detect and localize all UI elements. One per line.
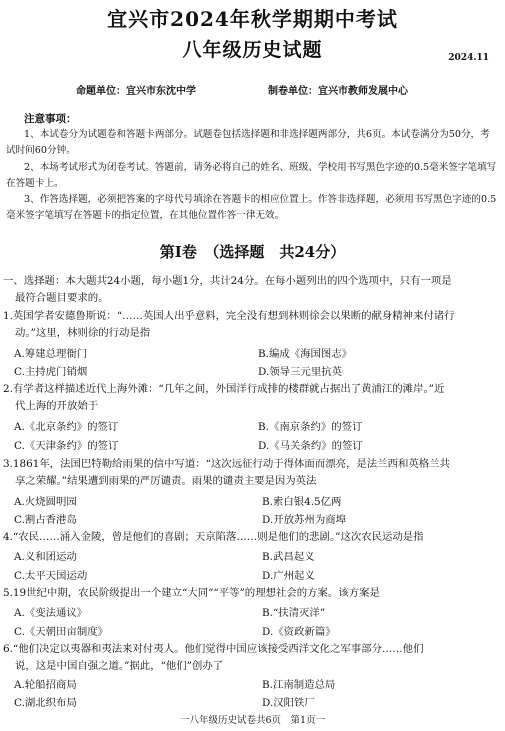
stem-line: 5.19世纪中期，农民阶级提出一个建立“大同”“平等”的理想社会的方案。该方案是 xyxy=(3,587,380,599)
notes-heading: 注意事项： xyxy=(24,113,77,125)
page-footer: 一八年级历史试卷共6页 第1页一 xyxy=(179,715,326,726)
stem-line: 动。”这里，林则徐的行动是指 xyxy=(15,326,151,339)
exam-date: 2024.11 xyxy=(448,53,489,63)
option: B.编成《海国图志》 xyxy=(258,348,353,360)
reviewer-unit: 制卷单位：宜兴市教师发展中心 xyxy=(268,86,408,97)
part-heading: 第Ⅰ卷 （选择题 共24分） xyxy=(159,243,346,261)
stem-line: 3.1861年，法国巴特勒给雨果的信中写道：“这次远征行动于得体面而漂亮，是法兰西和英格兰共 xyxy=(3,458,450,470)
option: C.湖北织布局 xyxy=(14,697,77,709)
section-instructions xyxy=(3,273,501,306)
note-item: 2、本场考试形式为闭卷考试。答题前，请务必将自己的姓名、班级、学校用书写黑色字迹的0.5毫米签字笔填写在答题卡上。 xyxy=(6,162,497,189)
option: A.《北京条约》的签订 xyxy=(14,421,119,433)
section-line: 一、选择题：本大题共24小题，每小题1分，共计24分。在每小题列出的四个选项中，只有一项是 xyxy=(3,275,452,287)
question-stem xyxy=(3,456,501,489)
option: C.主持虎门销烟 xyxy=(14,366,88,378)
option: C.太平天国运动 xyxy=(14,570,88,582)
option: A.筹建总理衙门 xyxy=(14,348,88,360)
question-stem xyxy=(3,641,501,674)
stem-line: 代上海的开放始于 xyxy=(15,399,99,412)
stem-line: 说，这是中国自强之道。”据此，“他们”创办了 xyxy=(15,659,224,672)
option: A.义和团运动 xyxy=(14,551,77,563)
exam-subtitle: 八年级历史试题 xyxy=(182,39,323,61)
option: D.广州起义 xyxy=(262,570,315,582)
option: D.《资政新篇》 xyxy=(262,626,336,638)
option: A.火烧圆明园 xyxy=(14,496,77,508)
option: B.《南京条约》的签订 xyxy=(258,421,363,433)
option: B.索白银4.5亿两 xyxy=(262,496,342,508)
stem-line: 4.“农民……涌入金陵，曾是他们的喜剧；天京陷落……则是他们的悲剧。”这次农民运动是指 xyxy=(3,531,424,543)
stem-line: 2.有学者这样描述近代上海外滩：“几年之间，外国洋行成排的楼群就占据出了黄浦江的滩岸。”近 xyxy=(3,383,445,395)
proposer-unit: 命题单位：宜兴市东沈中学 xyxy=(76,86,196,97)
note-item: 3、作答选择题，必须把答案的字母代号填涂在答题卡的相应位置上。作答非选择题，必须用书写黑色字迹的0.5毫米签字笔填写在答题卡的指定位置，在其他位置作答一律无效。 xyxy=(6,194,497,221)
section-line: 最符合题目要求的。 xyxy=(15,291,109,304)
stem-line: 1.英国学者安德鲁斯说：“……英国人出乎意料，完全没有想到林则徐会以果断的献身精神来付诸行 xyxy=(3,310,455,322)
option: C.《天津条约》的签订 xyxy=(14,440,119,452)
option: D.《马关条约》的签订 xyxy=(258,440,363,452)
option: A.《变法通议》 xyxy=(14,607,88,619)
question-stem xyxy=(3,529,501,546)
question-stem xyxy=(3,585,501,602)
note-item: 1、本试卷分为试题卷和答题卡两部分。试题卷包括选择题和非选择题两部分，共6页。本试卷满分为50分，考试时间60分钟。 xyxy=(6,129,490,156)
stem-line: 享之荣耀。”结果遭到雨果的严厉谴责。雨果的谴责主要是因为英法 xyxy=(15,474,317,487)
question-stem xyxy=(3,308,501,341)
option: C.《天朝田亩制度》 xyxy=(14,626,109,638)
question-stem xyxy=(3,381,501,414)
option: B.江南制造总局 xyxy=(262,679,336,691)
option: D.开放苏州为商埠 xyxy=(262,514,346,526)
stem-line: 6.“他们决定以夷器和夷法来对付夷人。他们觉得中国应该接受西洋文化之军事部分……他们 xyxy=(3,643,424,655)
option: C.割占香港岛 xyxy=(14,514,77,526)
exam-title: 宜兴市2024年秋学期期中考试 xyxy=(107,7,398,31)
option: B.武昌起义 xyxy=(262,551,315,563)
option: D.汉阳铁厂 xyxy=(262,697,315,709)
option: D.领导三元里抗英 xyxy=(258,366,342,378)
option: A.轮船招商局 xyxy=(14,679,77,691)
option: B.“扶清灭洋” xyxy=(262,607,326,619)
